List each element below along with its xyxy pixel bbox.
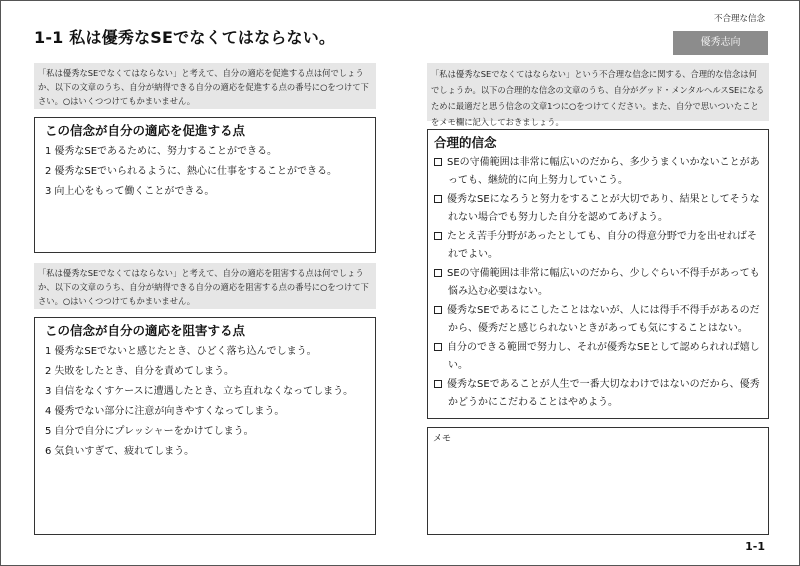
belief-tag: 優秀志向 [673, 31, 768, 55]
promote-item[interactable]: 2 優秀なSEでいられるように、熱心に仕事をすることができる。 [45, 166, 338, 177]
checkbox[interactable] [434, 269, 442, 277]
checkbox[interactable] [434, 380, 442, 388]
rational-belief-item[interactable]: 自分のできる範囲で努力し、それが優秀なSEとして認められれば嬉しい。 [434, 339, 762, 375]
checkbox[interactable] [434, 232, 442, 240]
hinder-item[interactable]: 6 気負いすぎて、疲れてしまう。 [45, 446, 195, 457]
hinder-box [34, 317, 376, 535]
checkbox[interactable] [434, 306, 442, 314]
rational-belief-item[interactable]: SEの守備範囲は非常に幅広いのだから、多少うまくいかないことがあっても、継続的に向上努力していこう。 [434, 154, 762, 190]
hinder-item[interactable]: 3 自信をなくすケースに遭遇したとき、立ち直れなくなってしまう。 [45, 386, 354, 397]
promote-instruction: 「私は優秀なSEでなくてはならない」と考えて、自分の適応を促進する点は何でしょうか、以下の文章のうち、自分が納得できる自分の適応を促進する点の番号に○をつけて下さい。○はいくつつけてもかまいません。 [34, 63, 376, 109]
promote-box [34, 117, 376, 253]
rational-belief-item[interactable]: 優秀なSEであるにこしたことはないが、人には得手不得手があるのだから、優秀だと感じられないときがあっても気にすることはない。 [434, 302, 762, 338]
checkbox[interactable] [434, 195, 442, 203]
rational-belief-item[interactable]: SEの守備範囲は非常に幅広いのだから、少しぐらい不得手があっても悩み込む必要はない。 [434, 265, 762, 301]
promote-item[interactable]: 3 向上心をもって働くことができる。 [45, 186, 215, 197]
rational-belief-box [427, 129, 769, 419]
rational-box-title: 合理的信念 [434, 135, 497, 150]
rational-belief-item[interactable]: たとえ苦手分野があったとしても、自分の得意分野で力を出せればそれでよい。 [434, 228, 762, 264]
promote-item[interactable]: 1 優秀なSEであるために、努力することができる。 [45, 146, 278, 157]
rational-belief-item[interactable]: 優秀なSEになろうと努力をすることが大切であり、結果としてそうなれない場合でも努力した自分を認めてあげよう。 [434, 191, 762, 227]
rational-belief-item[interactable]: 優秀なSEであることが人生で一番大切なわけではないのだから、優秀かどうかにこだわることはやめよう。 [434, 376, 762, 412]
hinder-item[interactable]: 5 自分で自分にプレッシャーをかけてしまう。 [45, 426, 254, 437]
rational-instruction: 「私は優秀なSEでなくてはならない」という不合理な信念に関する、合理的な信念は何でしょうか。以下の合理的な信念の文章のうち、自分がグッド・メンタルヘルスSEになるために最適だと思う信念の文章1つに○をつけてください。また、自分で思いついたことをメモ欄に記入しておきましょう。 [427, 63, 769, 121]
page-number: 1-1 [745, 540, 765, 553]
hinder-item[interactable]: 4 優秀でない部分に注意が向きやすくなってしまう。 [45, 406, 285, 417]
checkbox[interactable] [434, 343, 442, 351]
memo-label: メモ [433, 434, 452, 444]
hinder-item[interactable]: 2 失敗をしたとき、自分を責めてしまう。 [45, 366, 234, 377]
hinder-item[interactable]: 1 優秀なSEでないと感じたとき、ひどく落ち込んでしまう。 [45, 346, 317, 357]
checkbox[interactable] [434, 158, 442, 166]
hinder-box-title: この信念が自分の適応を阻害する点 [45, 323, 246, 338]
memo-box[interactable] [427, 427, 769, 535]
category-label: 不合理な信念 [713, 14, 765, 24]
hinder-instruction: 「私は優秀なSEでなくてはならない」と考えて、自分の適応を阻害する点は何でしょうか、以下の文章のうち、自分が納得できる自分の適応を阻害する点の番号に○をつけて下さい。○はいくつつけてもかまいません。 [34, 263, 376, 309]
promote-box-title: この信念が自分の適応を促進する点 [45, 123, 246, 138]
page-title: 1-1 私は優秀なSEでなくてはならない。 [34, 28, 336, 47]
